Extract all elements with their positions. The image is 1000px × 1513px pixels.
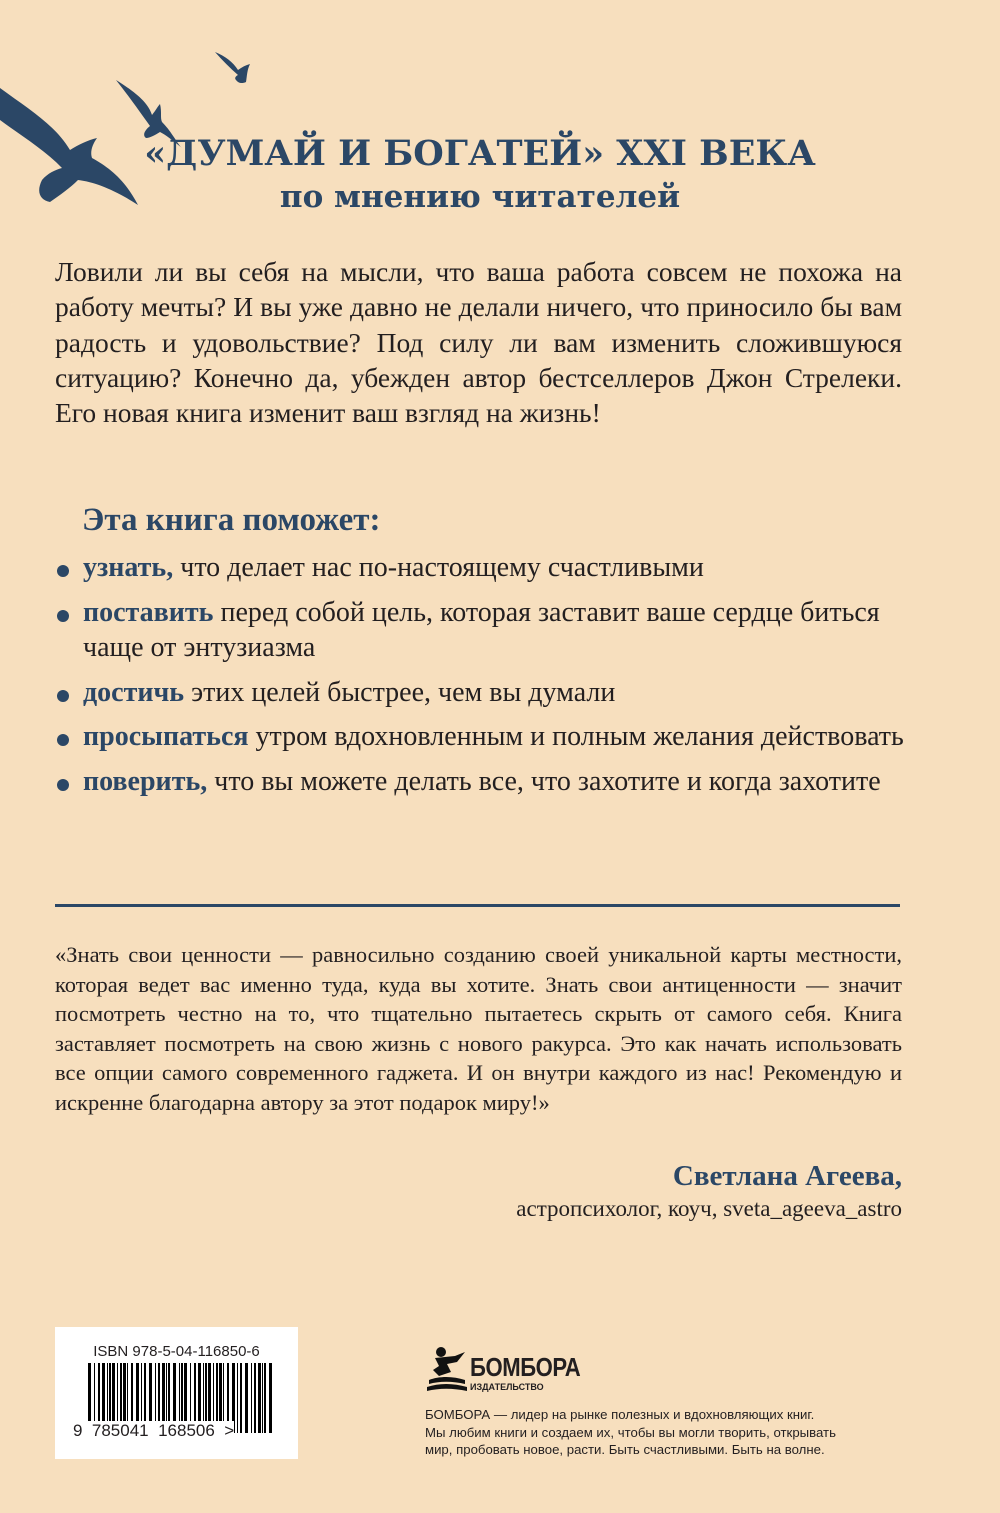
- testimonial-author: Светлана Агеева,: [672, 1160, 902, 1192]
- bullet-icon: [57, 610, 69, 622]
- desc-line: Мы любим книги и создаем их, чтобы вы могли творить, открывать: [425, 1424, 836, 1440]
- benefits-heading: Эта книга поможет:: [82, 502, 381, 538]
- publisher-description: [425, 1406, 836, 1459]
- publisher-logo-sub: ИЗДАТЕЛЬСТВО: [470, 1382, 544, 1392]
- desc-line: БОМБОРА — лидер на рынке полезных и вдохновляющих книг.: [425, 1407, 815, 1422]
- item-text: перед собой цель, которая заставит ваше сердце биться чаще от энтузиазма: [83, 596, 880, 663]
- divider: [55, 904, 900, 907]
- isbn-text: ISBN 978-5-04-116850-6: [93, 1343, 260, 1360]
- testimonial-quote: «Знать свои ценности — равносильно созданию своей уникальной карты местности, которая ведет вас именно туда, куда вы хотите. Знать свои антиценности — значит посмотреть честно на то, что тщательно пытаетесь скрыть от самого себя. Книга заставляет посмотреть на свою жизнь с нового ракурса. Это как начать использовать все опции самого современного гаджета. И он внутри каждого из нас! Рекомендую и искренне благодарна автору за этот подарок миру!»: [55, 942, 902, 1115]
- author-role: астропсихолог, коуч, sveta_ageeva_astro: [516, 1196, 902, 1221]
- benefits-list: [55, 550, 915, 808]
- publisher-logo-name: БОМБОРА: [470, 1352, 581, 1382]
- list-item: [55, 675, 915, 711]
- barcode-digits: [73, 1421, 316, 1441]
- item-keyword: поставить: [83, 596, 214, 628]
- cover-headline: [0, 132, 1000, 218]
- bombora-logo-icon: [425, 1346, 467, 1394]
- bullet-icon: [57, 734, 69, 746]
- isbn-barcode: [55, 1327, 298, 1459]
- bullet-icon: [57, 690, 69, 702]
- item-keyword: достичь: [83, 676, 185, 708]
- list-item: [55, 719, 915, 755]
- item-text: что делает нас по-настоящему счастливыми: [173, 552, 704, 583]
- bird-icon: [215, 52, 250, 83]
- barcode-digits-text: 9 785041 168506 >: [73, 1421, 235, 1440]
- item-keyword: поверить,: [83, 765, 208, 797]
- list-item: [55, 764, 915, 800]
- bullet-icon: [57, 779, 69, 791]
- list-item: [55, 595, 915, 666]
- item-keyword: узнать,: [83, 552, 174, 583]
- headline-line2: по мнению читателей: [279, 179, 681, 215]
- bullet-icon: [57, 565, 69, 577]
- headline-line1: «ДУМАЙ И БОГАТЕЙ» XXI ВЕКА: [144, 133, 816, 174]
- intro-paragraph: Ловили ли вы себя на мысли, что ваша работа совсем не похожа на работу мечты? И вы уже давно не делали ничего, что приносило бы вам радость и удовольствие? Под силу ли вам изменить сложившуюся ситуацию? Конечно да, убежден автор бестселлеров Джон Стрелеки. Его новая книга изменит ваш взгляд на жизнь!: [55, 256, 902, 429]
- item-keyword: просыпаться: [83, 721, 249, 752]
- item-text: что вы можете делать все, что захотите и когда захотите: [207, 765, 881, 797]
- desc-line: мир, пробовать новое, расти. Быть счастливыми. Быть на волне.: [425, 1442, 825, 1457]
- item-text: этих целей быстрее, чем вы думали: [184, 676, 616, 708]
- list-item: [55, 550, 915, 586]
- item-text: утром вдохновленным и полным желания действовать: [248, 721, 904, 752]
